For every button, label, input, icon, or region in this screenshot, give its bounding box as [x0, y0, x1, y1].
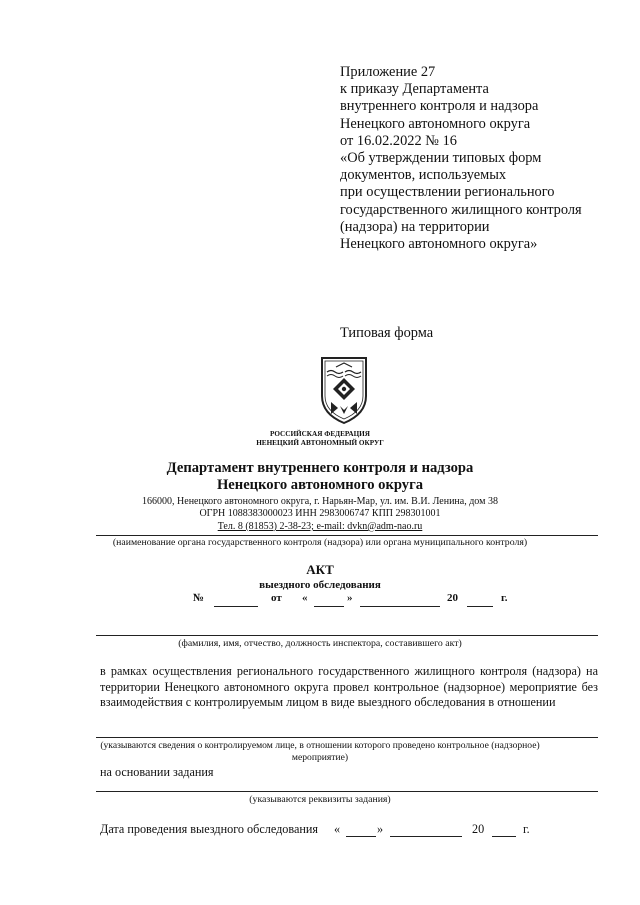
federation-heading [0, 430, 640, 447]
appendix-line: от 16.02.2022 № 16 [340, 132, 457, 149]
appendix-line: (надзора) на территории [340, 218, 490, 235]
act-open-quote: « [302, 592, 308, 604]
department-phone-email: Тел. 8 (81853) 2-38-23; e-mail: dvkn@adm-nao.ru [217, 520, 423, 532]
department-contacts [0, 496, 640, 533]
appendix-line: Ненецкого автономного округа» [340, 236, 538, 253]
appendix-line: внутреннего контроля и надзора [340, 98, 539, 115]
act-body-text: в рамках осуществления регионального государственного жилищного контроля (надзора) на территории Ненецкого автономного округа провел контрольное (надзорное) мероприятие без взаимодействия с контролируемым лицом в виде выездного обследования в отношении [100, 664, 598, 709]
appendix-line: к приказу Департамента [340, 81, 489, 98]
department-name [0, 460, 640, 494]
department-ids: ОГРН 1088383000023 ИНН 2983006747 КПП 298301001 [199, 508, 441, 520]
date-close-quote: » [377, 822, 384, 836]
org-divider [96, 535, 598, 536]
act-number-blank[interactable] [214, 606, 258, 607]
subject-caption-2: мероприятие) [291, 752, 349, 763]
act-month-blank[interactable] [360, 606, 440, 607]
appendix-block [340, 64, 630, 253]
date-year-blank[interactable] [492, 836, 516, 837]
region-line: НЕНЕЦКИЙ АВТОНОМНЫЙ ОКРУГ [256, 438, 384, 447]
org-caption: (наименование органа государственного контроля (надзора) или органа муниципального контроля) [112, 537, 528, 548]
basis-label: на основании задания [100, 765, 214, 779]
act-number-label: № [193, 592, 205, 604]
act-close-quote: » [347, 592, 353, 604]
date-century: 20 [472, 822, 485, 836]
task-line[interactable] [96, 791, 598, 792]
appendix-line: документов, используемых [340, 167, 507, 184]
subject-line[interactable] [96, 737, 598, 738]
act-title: АКТ [306, 562, 334, 577]
coat-of-arms-icon [318, 352, 370, 426]
inspector-line[interactable] [96, 635, 598, 636]
inspector-caption: (фамилия, имя, отчество, должность инспектора, составившего акт) [178, 638, 462, 649]
form-type-label: Типовая форма [340, 325, 434, 341]
act-from-label: от [271, 592, 282, 604]
department-line-2: Ненецкого автономного округа [216, 477, 424, 493]
act-year-suffix: г. [501, 592, 508, 604]
task-caption: (указываются реквизиты задания) [249, 794, 391, 805]
appendix-line: государственного жилищного контроля [340, 201, 582, 218]
department-line-1: Департамент внутреннего контроля и надзора [166, 460, 474, 476]
date-day-blank[interactable] [346, 836, 376, 837]
date-year-suffix: г. [523, 822, 530, 836]
act-day-blank[interactable] [314, 606, 344, 607]
subject-caption-1: (указываются сведения о контролируемом лице, в отношении которого проведено контрольное (надзорное) [100, 740, 540, 751]
act-century: 20 [447, 592, 458, 604]
appendix-line: Приложение 27 [340, 64, 436, 80]
appendix-line: Ненецкого автономного округа [340, 115, 531, 132]
appendix-line: «Об утверждении типовых форм [340, 150, 542, 167]
department-address: 166000, Ненецкого автономного округа, г. Нарьян-Мар, ул. им. В.И. Ленина, дом 38 [142, 496, 498, 507]
federation-line: РОССИЙСКАЯ ФЕДЕРАЦИЯ [270, 430, 370, 438]
act-year-blank[interactable] [467, 606, 493, 607]
inspection-date-label: Дата проведения выездного обследования [100, 822, 319, 836]
date-month-blank[interactable] [390, 836, 462, 837]
appendix-line: при осуществлении регионального [340, 184, 555, 201]
date-open-quote: « [334, 822, 341, 836]
act-subtitle: выездного обследования [259, 579, 381, 591]
